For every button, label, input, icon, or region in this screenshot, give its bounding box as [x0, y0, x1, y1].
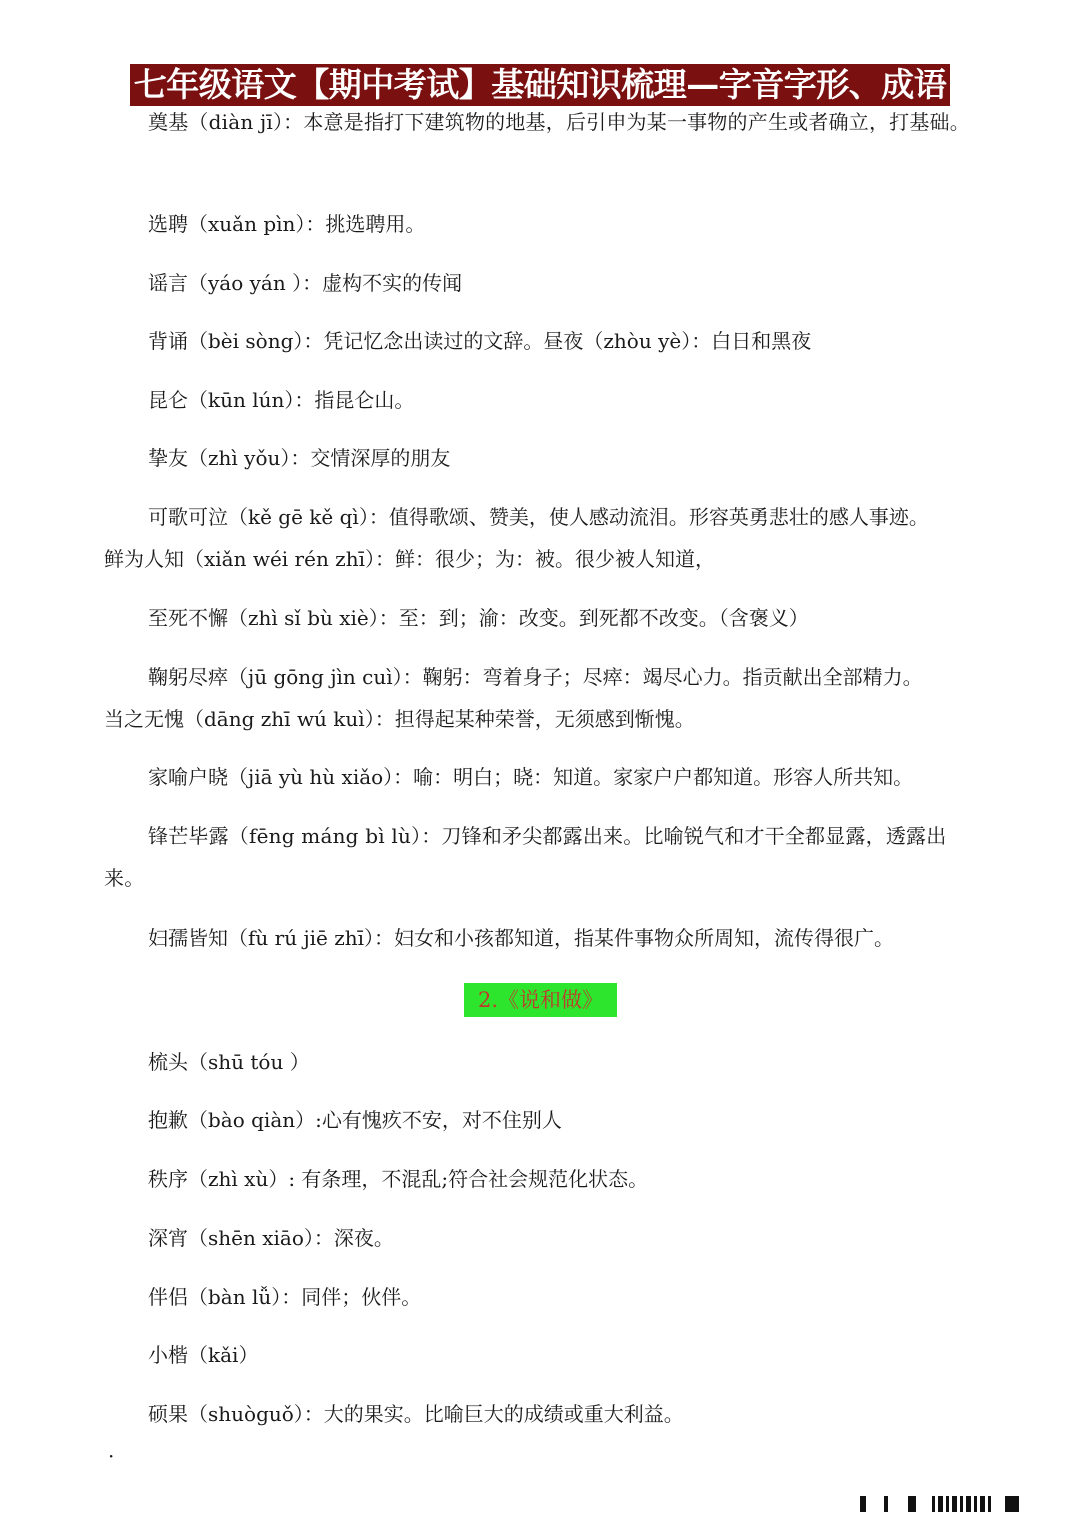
entry-banlv: 伴侣（bàn lǚ）：同伴；伙伴。	[148, 1285, 422, 1309]
entry-furujiezhi: 妇孺皆知（fù rú jiē zhī）：妇女和小孩都知道，指某件事物众所周知，流传得很广。	[148, 926, 895, 950]
entry-xuanpin: 选聘（xuǎn pìn）：挑选聘用。	[148, 212, 426, 236]
entry-beisong: 背诵（bèi sòng）：凭记忆念出读过的文辞。昼夜（zhòu yè）：白日和黑夜	[148, 329, 812, 353]
entry-fengmangbilu: 锋芒毕露（fēng máng bì lù）：刀锋和矛尖都露出来。比喻锐气和才干全都显露，透露出来。	[104, 824, 947, 890]
entry-kegekeqi: 可歌可泣（kě gē kě qì）：值得歌颂、赞美，使人感动流泪。形容英勇悲壮的感人事迹。	[148, 505, 929, 529]
entry-baoqian: 抱歉（bào qiàn）:心有愧疚不安，对不住别人	[148, 1108, 562, 1132]
entry-zhiyou: 挚友（zhì yǒu）：交情深厚的朋友	[148, 446, 451, 470]
entry-jugongjincui: 鞠躬尽瘁（jū gōng jìn cuì）：鞠躬：弯着身子；尽瘁：竭尽心力。指贡献出全部精力。	[148, 665, 923, 689]
entry-jiayuhuxiao: 家喻户晓（jiā yù hù xiǎo）：喻：明白；晓：知道。家家户户都知道。形容人所共知。	[148, 765, 914, 789]
entry-zhixu: 秩序（zhì xù）: 有条理，不混乱;符合社会规范化状态。	[148, 1167, 649, 1191]
entry-xiaokai: 小楷（kǎi）	[148, 1343, 259, 1367]
stray-mark: ·	[108, 1444, 115, 1468]
entry-shenxiao: 深宵（shēn xiāo）：深夜。	[148, 1226, 394, 1250]
entry-dangzhiwukui: 当之无愧（dāng zhī wú kuì）：担得起某种荣誉，无须感到惭愧。	[104, 707, 695, 731]
entry-xianweirenzhi: 鲜为人知（xiǎn wéi rén zhī）：鲜：很少；为：被。很少被人知道，	[104, 547, 715, 571]
entry-zhisibuxie: 至死不懈（zhì sǐ bù xiè）：至：到；渝：改变。到死都不改变。（含褒义）	[148, 606, 809, 630]
entry-kunlun: 昆仑（kūn lún）：指昆仑山。	[148, 388, 415, 412]
page-title: 七年级语文【期中考试】基础知识梳理—字音字形、成语	[130, 64, 950, 106]
entry-shuoguo: 硕果（shuòguǒ）：大的果实。比喻巨大的成绩或重大利益。	[148, 1402, 684, 1426]
entry-yaoyan: 谣言（yáo yán ）：虚构不实的传闻	[148, 271, 463, 295]
entry-dianji: 奠基（diàn jī）：本意是指打下建筑物的地基，后引申为某一事物的产生或者确立，打基础。	[148, 110, 970, 134]
scan-artifact-bars	[860, 1492, 1060, 1512]
section-heading-shuo-he-zuo: 2.《说和做》	[464, 983, 617, 1017]
entry-shutou: 梳头（shū tóu ）	[148, 1050, 310, 1074]
